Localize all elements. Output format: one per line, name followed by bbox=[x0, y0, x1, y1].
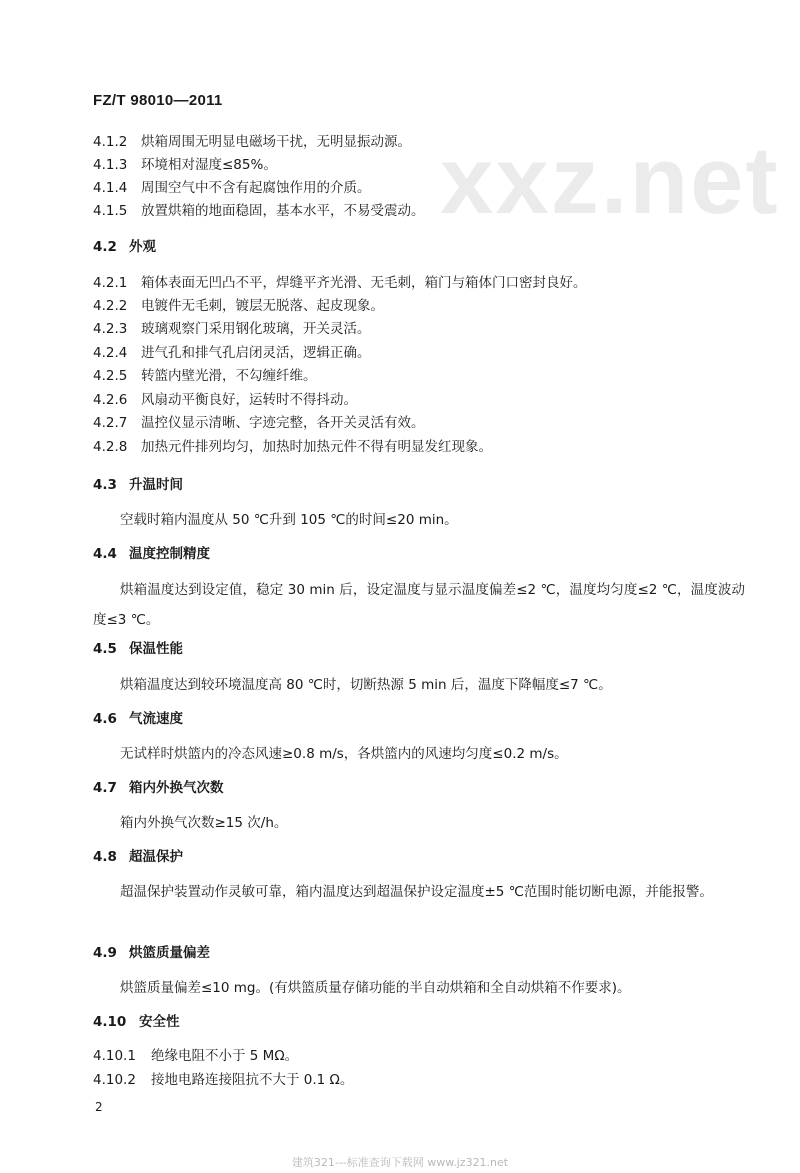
section-4-3-heading: 4.3 升温时间 bbox=[93, 477, 183, 493]
section-4-7-text: 箱内外换气次数≥15 次/h。 bbox=[120, 815, 288, 831]
clause-4-2-7: 4.2.7 温控仪显示清晰、字迹完整，各开关灵活有效。 bbox=[93, 415, 425, 431]
clause-4-2-8: 4.2.8 加热元件排列均匀，加热时加热元件不得有明显发红现象。 bbox=[93, 439, 492, 455]
section-4-4-text: 烘箱温度达到设定值，稳定 30 min 后，设定温度与显示温度偏差≤2 ℃，温度均匀度≤2 ℃，温度波动度≤3 ℃。 bbox=[93, 582, 745, 628]
clause-4-1-2: 4.1.2 烘箱周围无明显电磁场干扰，无明显振动源。 bbox=[93, 134, 411, 150]
clause-4-2-3: 4.2.3 玻璃观察门采用钢化玻璃，开关灵活。 bbox=[93, 321, 371, 337]
section-4-5-heading: 4.5 保温性能 bbox=[93, 641, 183, 657]
footer-source: 建筑321---标准查询下载网 www.jz321.net bbox=[291, 1156, 509, 1169]
clause-4-2-4: 4.2.4 进气孔和排气孔启闭灵活，逻辑正确。 bbox=[93, 345, 371, 361]
page-number: 2 bbox=[95, 1100, 103, 1114]
clause-4-10-1: 4.10.1 绝缘电阻不小于 5 MΩ。 bbox=[93, 1048, 299, 1064]
section-4-6-heading: 4.6 气流速度 bbox=[93, 711, 183, 727]
section-4-7-heading: 4.7 箱内外换气次数 bbox=[93, 780, 224, 796]
clause-4-2-5: 4.2.5 转篮内壁光滑，不勾缠纤维。 bbox=[93, 368, 317, 384]
clause-4-10-2: 4.10.2 接地电路连接阻抗不大于 0.1 Ω。 bbox=[93, 1072, 354, 1088]
clause-4-1-5: 4.1.5 放置烘箱的地面稳固，基本水平，不易受震动。 bbox=[93, 203, 425, 219]
section-4-8-heading: 4.8 超温保护 bbox=[93, 849, 183, 865]
section-4-5-text: 烘箱温度达到较环境温度高 80 ℃时，切断热源 5 min 后，温度下降幅度≤7 ℃。 bbox=[120, 677, 612, 693]
clause-4-2-2: 4.2.2 电镀件无毛刺，镀层无脱落、起皮现象。 bbox=[93, 298, 384, 314]
clause-4-1-3: 4.1.3 环境相对湿度≤85%。 bbox=[93, 157, 277, 173]
section-4-6-text: 无试样时烘篮内的冷态风速≥0.8 m/s，各烘篮内的风速均匀度≤0.2 m/s。 bbox=[120, 746, 568, 762]
clause-4-2-6: 4.2.6 风扇动平衡良好，运转时不得抖动。 bbox=[93, 392, 357, 408]
section-4-10-heading: 4.10 安全性 bbox=[93, 1014, 180, 1030]
section-4-9-heading: 4.9 烘篮质量偏差 bbox=[93, 945, 210, 961]
section-4-4-heading: 4.4 温度控制精度 bbox=[93, 546, 210, 562]
section-4-9-text: 烘篮质量偏差≤10 mg。(有烘篮质量存储功能的半自动烘箱和全自动烘箱不作要求)。 bbox=[120, 980, 631, 996]
section-4-2-heading: 4.2 外观 bbox=[93, 239, 156, 255]
section-4-3-text: 空载时箱内温度从 50 ℃升到 105 ℃的时间≤20 min。 bbox=[120, 512, 458, 528]
section-4-8-text: 超温保护装置动作灵敏可靠，箱内温度达到超温保护设定温度±5 ℃范围时能切断电源，并能报警。 bbox=[120, 884, 713, 900]
clause-4-1-4: 4.1.4 周围空气中不含有起腐蚀作用的介质。 bbox=[93, 180, 371, 196]
clause-4-2-1: 4.2.1 箱体表面无凹凸不平，焊缝平齐光滑、无毛刺，箱门与箱体门口密封良好。 bbox=[93, 275, 587, 291]
watermark-text: xxz.net bbox=[440, 127, 780, 234]
standard-code: FZ/T 98010—2011 bbox=[93, 92, 223, 109]
